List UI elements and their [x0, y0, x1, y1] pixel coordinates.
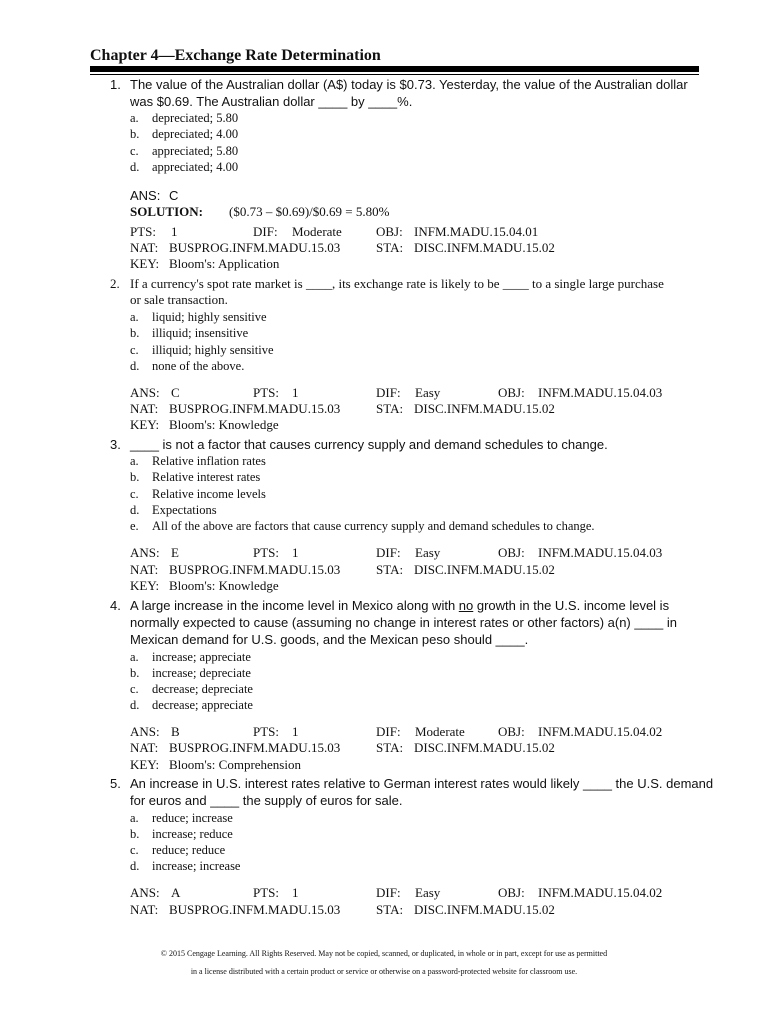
key-value: Bloom's: Comprehension — [169, 757, 301, 772]
option-letter: d. — [130, 859, 140, 873]
option-text: appreciated; 4.00 — [152, 160, 239, 174]
obj-label: OBJ: — [498, 724, 525, 739]
option-text: Relative inflation rates — [152, 454, 266, 468]
option-text: decrease; depreciate — [152, 682, 253, 696]
question-stem-line: for euros and ____ the supply of euros for sale. — [130, 793, 403, 808]
dif-value: Easy — [415, 885, 441, 900]
nat-value: BUSPROG.INFM.MADU.15.03 — [169, 740, 341, 755]
ans-value: E — [171, 545, 179, 560]
dif-label: DIF: — [376, 724, 401, 739]
title-rule-thin — [90, 74, 699, 75]
option-text: reduce; increase — [152, 811, 233, 825]
option-letter: d. — [130, 698, 140, 712]
option-text: All of the above are factors that cause currency supply and demand schedules to change. — [152, 519, 595, 533]
pts-value: 1 — [171, 224, 178, 239]
obj-value: INFM.MADU.15.04.03 — [538, 385, 663, 400]
option-text: illiquid; insensitive — [152, 326, 249, 340]
question-stem-line: or sale transaction. — [130, 292, 228, 307]
nat-value: BUSPROG.INFM.MADU.15.03 — [169, 401, 341, 416]
option-text: Relative interest rates — [152, 470, 261, 484]
option-text: depreciated; 4.00 — [152, 127, 239, 141]
dif-value: Easy — [415, 545, 441, 560]
question-stem-line: If a currency's spot rate market is ____, its exchange rate is likely to be ____ to a single large purchase — [130, 276, 664, 291]
key-value: Bloom's: Knowledge — [169, 578, 279, 593]
nat-label: NAT: — [130, 740, 159, 755]
ans-label: ANS: — [130, 385, 160, 400]
obj-value: INFM.MADU.15.04.03 — [538, 545, 663, 560]
dif-value: Moderate — [292, 224, 342, 239]
key-label: KEY: — [130, 757, 160, 772]
option-letter: d. — [130, 503, 140, 517]
question-number: 2. — [110, 276, 120, 291]
dif-label: DIF: — [376, 545, 401, 560]
sta-value: DISC.INFM.MADU.15.02 — [414, 562, 555, 577]
pts-label: PTS: — [253, 385, 280, 400]
option-letter: b. — [130, 470, 140, 484]
obj-value: INFM.MADU.15.04.01 — [414, 224, 539, 239]
ans-label: ANS: — [130, 885, 160, 900]
nat-label: NAT: — [130, 562, 159, 577]
question-number: 4. — [110, 598, 121, 613]
nat-label: NAT: — [130, 401, 159, 416]
nat-value: BUSPROG.INFM.MADU.15.03 — [169, 240, 341, 255]
obj-value: INFM.MADU.15.04.02 — [538, 724, 663, 739]
question-number: 1. — [110, 77, 121, 92]
option-text: appreciated; 5.80 — [152, 144, 239, 158]
obj-label: OBJ: — [498, 385, 525, 400]
question-stem-line: Mexican demand for U.S. goods, and the Mexican peso should ____. — [130, 632, 529, 647]
option-letter: a. — [130, 811, 139, 825]
question-number: 3. — [110, 437, 121, 452]
pts-label: PTS: — [253, 545, 280, 560]
key-value: Bloom's: Knowledge — [169, 417, 279, 432]
nat-label: NAT: — [130, 902, 159, 917]
option-letter: b. — [130, 827, 140, 841]
solution-text: ($0.73 – $0.69)/$0.69 = 5.80% — [229, 204, 390, 219]
pts-value: 1 — [292, 385, 299, 400]
question-stem-line: An increase in U.S. interest rates relative to German interest rates would likely ____ the U.S. demand — [130, 776, 714, 791]
option-text: depreciated; 5.80 — [152, 111, 239, 125]
question-stem-line: normally expected to cause (assuming no change in interest rates or other factors) a(n) ____ in — [130, 615, 678, 630]
copyright-line-2: in a license distributed with a certain product or service or otherwise on a password-protected website for classroom use. — [190, 967, 578, 976]
obj-label: OBJ: — [498, 885, 525, 900]
option-letter: c. — [130, 843, 139, 857]
option-letter: e. — [130, 519, 139, 533]
obj-label: OBJ: — [376, 224, 403, 239]
obj-label: OBJ: — [498, 545, 525, 560]
nat-value: BUSPROG.INFM.MADU.15.03 — [169, 562, 341, 577]
nat-value: BUSPROG.INFM.MADU.15.03 — [169, 902, 341, 917]
dif-label: DIF: — [376, 385, 401, 400]
pts-label: PTS: — [253, 885, 280, 900]
key-value: Bloom's: Application — [169, 256, 280, 271]
option-text: increase; increase — [152, 859, 241, 873]
ans-value: C — [171, 385, 180, 400]
pts-value: 1 — [292, 724, 299, 739]
option-text: increase; appreciate — [152, 650, 251, 664]
ans-value: B — [171, 724, 180, 739]
option-text: Relative income levels — [152, 487, 266, 501]
option-letter: b. — [130, 326, 140, 340]
key-label: KEY: — [130, 417, 160, 432]
pts-value: 1 — [292, 885, 299, 900]
dif-label: DIF: — [253, 224, 278, 239]
dif-value: Easy — [415, 385, 441, 400]
option-letter: d. — [130, 160, 140, 174]
nat-label: NAT: — [130, 240, 159, 255]
option-letter: a. — [130, 650, 139, 664]
key-label: KEY: — [130, 256, 160, 271]
question-stem-line: was $0.69. The Australian dollar ____ by ____%. — [130, 94, 413, 109]
option-letter: b. — [130, 127, 140, 141]
option-letter: b. — [130, 666, 140, 680]
option-text: decrease; appreciate — [152, 698, 253, 712]
sta-label: STA: — [376, 562, 404, 577]
question-number: 5. — [110, 776, 121, 791]
option-text: none of the above. — [152, 359, 245, 373]
option-text: liquid; highly sensitive — [152, 310, 267, 324]
stem-text: growth in the U.S. income level is — [473, 598, 670, 613]
dif-value: Moderate — [415, 724, 465, 739]
question-stem-line: ____ is not a factor that causes currency supply and demand schedules to change. — [130, 437, 608, 452]
stem-underlined-text: no — [458, 598, 474, 613]
option-text: Expectations — [152, 503, 217, 517]
sta-value: DISC.INFM.MADU.15.02 — [414, 401, 555, 416]
question-stem-line: The value of the Australian dollar (A$) today is $0.73. Yesterday, the value of the Australian dollar — [130, 77, 688, 92]
option-letter: c. — [130, 487, 139, 501]
sta-label: STA: — [376, 902, 404, 917]
option-text: increase; reduce — [152, 827, 233, 841]
sta-label: STA: — [376, 740, 404, 755]
sta-value: DISC.INFM.MADU.15.02 — [414, 240, 555, 255]
pts-label: PTS: — [253, 724, 280, 739]
copyright-line-1: © 2015 Cengage Learning. All Rights Reserved. May not be copied, scanned, or duplicated, in whole or in part, except for use as permitted — [160, 949, 608, 958]
sta-value: DISC.INFM.MADU.15.02 — [414, 740, 555, 755]
title-rule-thick — [90, 66, 699, 72]
ans-value: A — [171, 885, 181, 900]
solution-label: SOLUTION: — [130, 204, 203, 219]
option-letter: c. — [130, 682, 139, 696]
obj-value: INFM.MADU.15.04.02 — [538, 885, 663, 900]
option-text: increase; depreciate — [152, 666, 251, 680]
option-letter: a. — [130, 111, 139, 125]
option-letter: a. — [130, 454, 139, 468]
stem-text: A large increase in the income level in Mexico along with — [130, 598, 459, 613]
option-letter: d. — [130, 359, 140, 373]
option-letter: c. — [130, 343, 139, 357]
ans-label: ANS: — [130, 188, 161, 203]
sta-value: DISC.INFM.MADU.15.02 — [414, 902, 555, 917]
ans-value: C — [169, 188, 179, 203]
ans-label: ANS: — [130, 545, 160, 560]
chapter-title: Chapter 4—Exchange Rate Determination — [90, 47, 381, 64]
ans-label: ANS: — [130, 724, 160, 739]
sta-label: STA: — [376, 401, 404, 416]
option-letter: a. — [130, 310, 139, 324]
option-text: illiquid; highly sensitive — [152, 343, 274, 357]
pts-value: 1 — [292, 545, 299, 560]
key-label: KEY: — [130, 578, 160, 593]
option-text: reduce; reduce — [152, 843, 226, 857]
pts-label: PTS: — [130, 224, 157, 239]
option-letter: c. — [130, 144, 139, 158]
sta-label: STA: — [376, 240, 404, 255]
question-stem-line — [130, 598, 669, 614]
dif-label: DIF: — [376, 885, 401, 900]
